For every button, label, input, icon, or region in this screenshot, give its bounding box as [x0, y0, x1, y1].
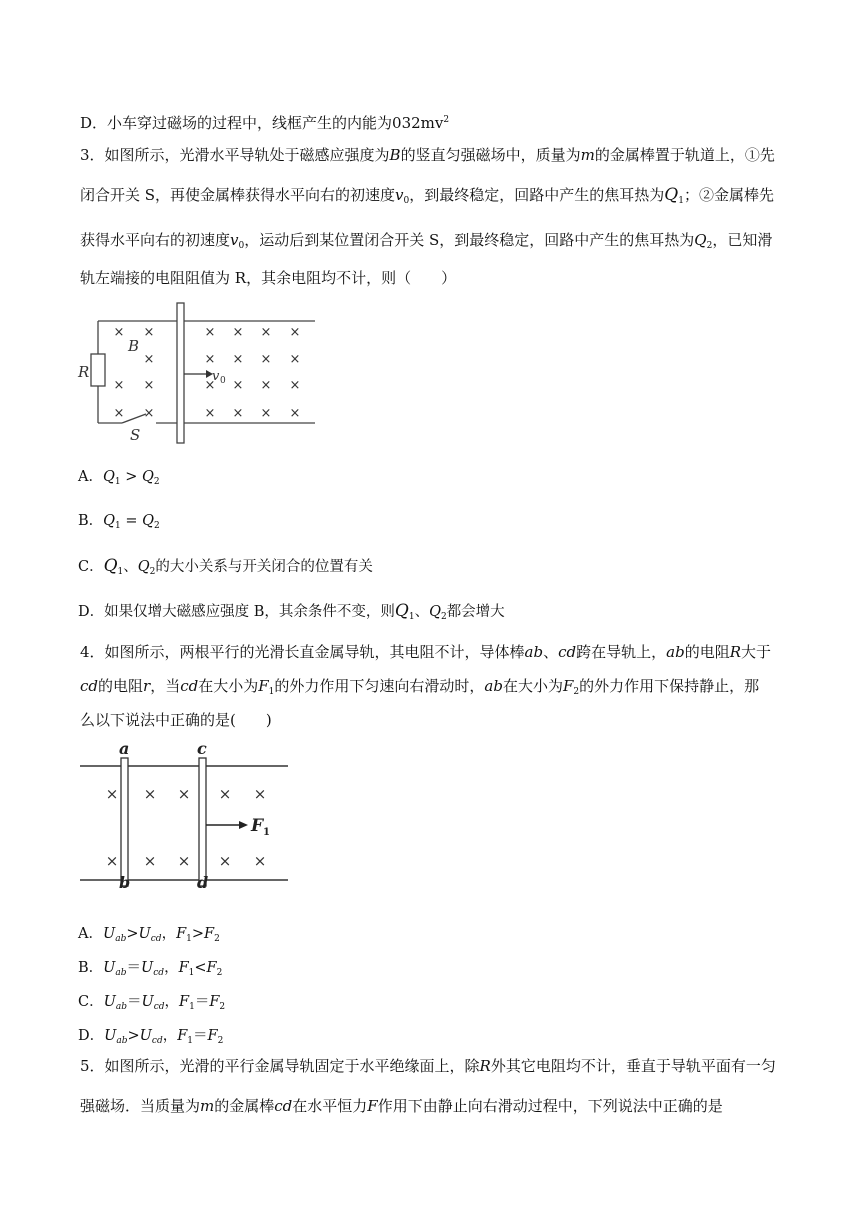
q5-line-1: 5．如图所示，光滑的平行金属导轨固定于水平绝缘面上，除R外其它电阻均不计，垂直于导轨平面有一匀 [80, 1057, 776, 1075]
svg-text:×: × [260, 378, 272, 393]
q4-rod-ab [119, 758, 131, 888]
q3-line-1: 3．如图所示，光滑水平导轨处于磁感应强度为B的竖直匀强磁场中，质量为m的金属棒置于轨道上，①先 [80, 146, 775, 164]
svg-text:×: × [232, 378, 244, 393]
svg-text:×: × [218, 785, 232, 803]
svg-text:×: × [113, 406, 125, 421]
svg-text:×: × [253, 852, 267, 870]
q3-line-3: 获得水平向右的初速度$v_0$，运动后到某位置闭合开关 S，到最终稳定，回路中产生的焦耳热为$Q_2$，已知滑 [80, 231, 773, 251]
q3-option-c[interactable]: C．$Q_1$、$Q_2$的大小关系与开关闭合的位置有关 [78, 556, 373, 577]
svg-text:×: × [105, 785, 119, 803]
svg-text:×: × [143, 406, 155, 421]
svg-text:×: × [289, 352, 301, 367]
q3-option-b[interactable]: B．$Q_1 = Q_2$ [78, 513, 160, 531]
q3-label-r: R [78, 363, 90, 381]
q4-line-2: cd的电阻r，当cd在大小为$F_1$的外力作用下匀速向右滑动时，ab在大小为$F_2$的外力作用下保持静止，那 [80, 677, 760, 697]
q3-option-a[interactable]: A．$Q_1 > Q_2$ [78, 469, 160, 487]
q4-label-a: a [119, 739, 130, 758]
q4-option-c[interactable]: C．$U_{ab}=U_{cd}$，$F_1=F_2$ [78, 994, 226, 1012]
svg-text:×: × [113, 378, 125, 393]
svg-text:×: × [232, 325, 244, 340]
q3-label-v-sub: 0 [220, 376, 226, 386]
q3-line-2: 闭合开关 S，再使金属棒获得水平向右的初速度$v_0$，到最终稳定，回路中产生的焦耳热为$Q_1$；②金属棒先 [80, 185, 774, 206]
svg-text:×: × [143, 325, 155, 340]
q3-line-4: 轨左端接的电阻阻值为 R，其余电阻均不计，则（ ） [80, 269, 457, 287]
q4-line-3: 么以下说法中正确的是( ) [80, 711, 272, 729]
q4-label-c: c [197, 739, 207, 758]
svg-text:×: × [289, 378, 301, 393]
svg-text:×: × [232, 406, 244, 421]
q4-line-1: 4．如图所示，两根平行的光滑长直金属导轨，其电阻不计，导体棒ab、cd跨在导轨上，ab的电阻R大于 [80, 643, 772, 661]
q3-rail-figure [70, 300, 330, 450]
q4-label-d: d [197, 873, 209, 888]
svg-text:×: × [260, 325, 272, 340]
q3-metal-rod [177, 303, 184, 443]
q4-rail-figure [80, 738, 300, 888]
svg-text:×: × [177, 785, 191, 803]
svg-text:×: × [289, 325, 301, 340]
q3-label-b: B [128, 337, 140, 355]
svg-text:×: × [204, 325, 216, 340]
svg-text:×: × [289, 406, 301, 421]
q2-option-d: D．小车穿过磁场的过程中，线框产生的内能为$032mv^2$ [80, 114, 450, 132]
q3-option-d[interactable]: D．如果仅增大磁感应强度 B，其余条件不变，则$Q_1$、$Q_2$都会增大 [78, 601, 505, 622]
svg-text:×: × [218, 852, 232, 870]
q4-label-f-sub: 1 [263, 827, 270, 838]
q4-rod-cd [197, 758, 209, 888]
q3-label-s: S [130, 426, 141, 444]
svg-text:×: × [105, 852, 119, 870]
q5-line-2: 强磁场．当质量为m的金属棒cd在水平恒力F作用下由静止向右滑动过程中，下列说法中正确的是 [80, 1097, 723, 1115]
q4-option-a[interactable]: A．$U_{ab}>U_{cd}$，$F_1>F_2$ [78, 926, 220, 944]
svg-text:×: × [260, 406, 272, 421]
svg-text:×: × [113, 325, 125, 340]
q3-label-v: v [212, 369, 220, 384]
q4-option-d[interactable]: D．$U_{ab}>U_{cd}$，$F_1=F_2$ [78, 1028, 224, 1046]
svg-text:×: × [260, 352, 272, 367]
svg-text:×: × [177, 852, 191, 870]
svg-text:×: × [143, 378, 155, 393]
svg-text:×: × [204, 352, 216, 367]
svg-text:×: × [143, 852, 157, 870]
svg-text:×: × [143, 785, 157, 803]
svg-text:×: × [204, 406, 216, 421]
svg-text:×: × [204, 378, 216, 393]
q4-option-b[interactable]: B．$U_{ab}=U_{cd}$，$F_1<F_2$ [78, 960, 223, 978]
q4-label-b: b [119, 873, 131, 888]
svg-text:×: × [253, 785, 267, 803]
svg-text:×: × [232, 352, 244, 367]
svg-text:×: × [143, 352, 155, 367]
q4-label-f: F [251, 816, 264, 836]
